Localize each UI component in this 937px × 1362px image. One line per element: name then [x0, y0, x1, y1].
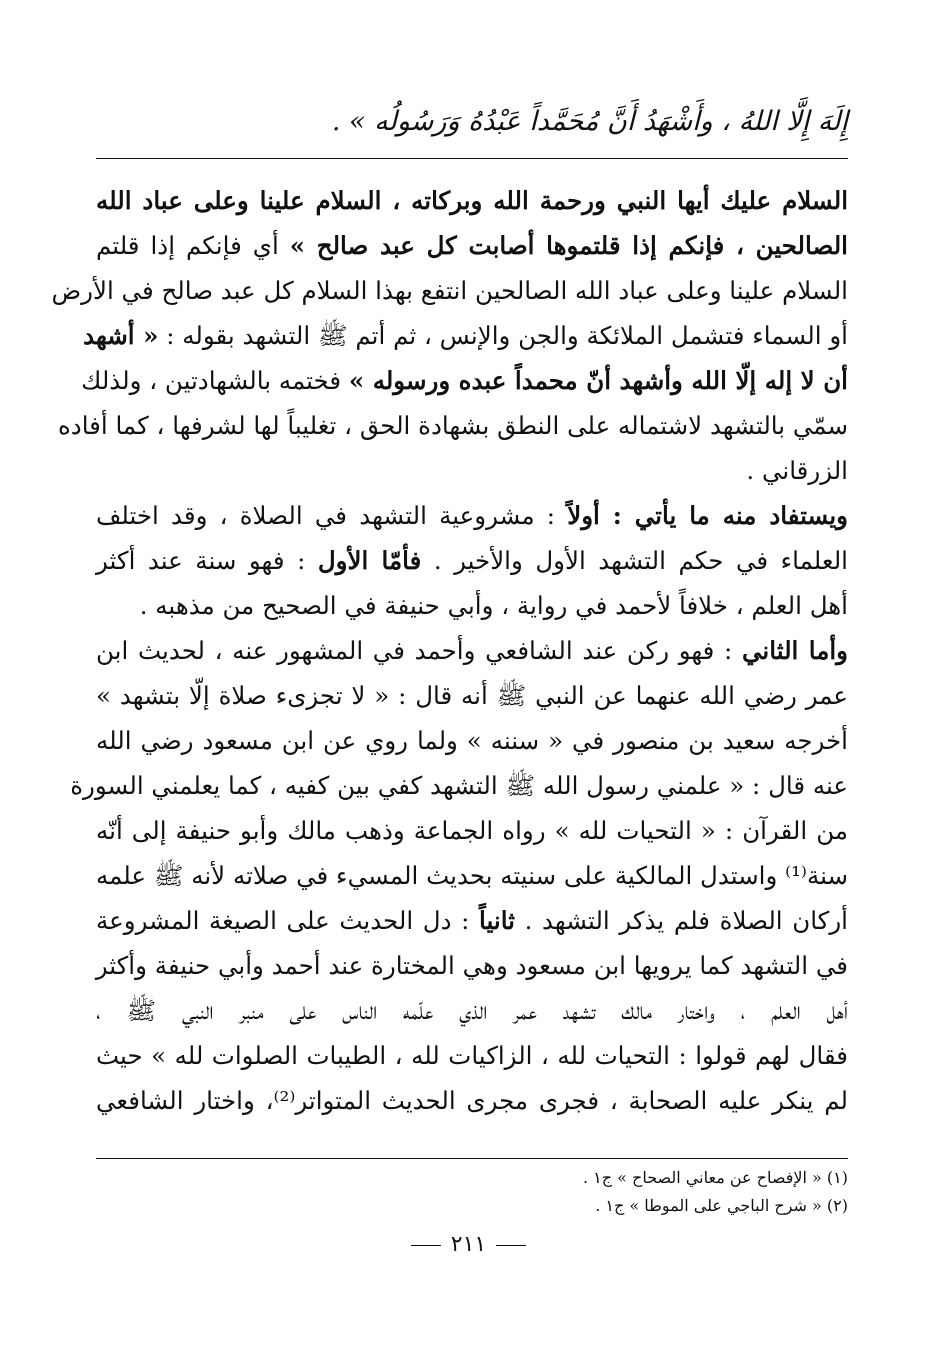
text-line: [70, 763, 848, 808]
plain-phrase: أخرجه سعيد بن منصور في « سننه » ولما روي عن ابن مسعود رضي الله: [96, 726, 848, 755]
plain-phrase: سنة⁽¹⁾ واستدل المالكية على سنيته بحديث المسيء في صلاته لأنه ﷺ علمه: [96, 861, 848, 890]
plain-phrase: : فهو ركن عند الشافعي وأحمد في المشهور عنه ، لحديث ابن: [96, 636, 742, 665]
bold-phrase: « أشهد: [83, 321, 159, 350]
plain-phrase: سمّي بالتشهد لاشتماله على النطق بشهادة الحق ، تغليباً لها لشرفها ، كما أفاده: [57, 411, 848, 440]
bold-phrase: ويستفاد منه ما يأتي : أولاً: [567, 501, 848, 530]
page-number-text: ٢١١: [450, 1232, 487, 1257]
text-line: [57, 403, 848, 448]
dash-left: [496, 1245, 526, 1246]
plain-phrase: : فهو سنة عند أكثر: [96, 546, 318, 575]
verse-line: إِلَهَ إِلَّا اللهُ ، وأَشْهَدُ أَنَّ مُحَمَّداً عَبْدُهُ وَرَسُولُه » .: [331, 106, 848, 137]
plain-phrase: العلماء في حكم التشهد الأول والأخير .: [421, 546, 848, 575]
text-line: [83, 313, 848, 358]
text-line: [96, 223, 848, 268]
dash-right: [411, 1245, 441, 1246]
text-line: [96, 673, 848, 718]
footnote-2: (٢) « شرح الباجي على الموطا » ج١ .: [595, 1196, 848, 1215]
plain-phrase: أركان الصلاة فلم يذكر التشهد .: [514, 906, 848, 935]
plain-phrase: أهل العلم ، واختار مالك تشهد عمر الذي علّمه الناس على منبر النبي ﷺ ،: [96, 996, 848, 1025]
plain-phrase: في التشهد كما يرويها ابن مسعود وهي المختارة عند أحمد وأبي حنيفة وأكثر: [95, 951, 848, 980]
text-line: [96, 178, 848, 223]
plain-phrase: فختمه بالشهادتين ، ولذلك: [81, 366, 349, 395]
text-line: [96, 448, 848, 493]
bold-phrase: أن لا إله إلّا الله وأشهد أنّ محمداً عبده ورسوله »: [348, 366, 848, 395]
text-line: [96, 1078, 848, 1123]
text-line: [96, 718, 848, 763]
plain-phrase: الزرقاني .: [746, 456, 848, 485]
plain-phrase: لم ينكر عليه الصحابة ، فجرى مجرى الحديث المتواتر⁽²⁾، واختار الشافعي: [96, 1086, 848, 1115]
text-line: [96, 853, 848, 898]
plain-phrase: من القرآن : « التحيات لله » رواه الجماعة وذهب مالك وأبو حنيفة إلى أنّه: [96, 816, 848, 845]
footnote-divider: [96, 1158, 848, 1159]
text-line: [81, 358, 848, 403]
plain-phrase: أهل العلم ، خلافاً لأحمد في رواية ، وأبي حنيفة في الصحيح من مذهبه .: [139, 591, 848, 620]
footnotes: [96, 1164, 848, 1220]
plain-phrase: : دل الحديث على الصيغة المشروعة: [96, 906, 480, 935]
plain-phrase: السلام علينا وعلى عباد الله الصالحين انتفع بهذا السلام كل عبد صالح في الأرض: [51, 276, 848, 305]
text-line: [96, 898, 848, 943]
text-line: [51, 268, 848, 313]
text-line: [96, 538, 848, 583]
bold-phrase: فأمّا الأول: [317, 546, 422, 575]
body-text: [51, 178, 848, 1123]
text-line: [96, 1033, 848, 1078]
plain-phrase: عمر رضي الله عنهما عن النبي ﷺ أنه قال : « لا تجزىء صلاة إلّا بتشهد »: [96, 681, 848, 710]
text-line: [96, 583, 848, 628]
plain-phrase: أي فإنكم إذا قلتم: [96, 231, 290, 260]
plain-phrase: فقال لهم قولوا : التحيات لله ، الزاكيات لله ، الطيبات الصلوات لله » حيث: [96, 1041, 848, 1070]
plain-phrase: أو السماء فتشمل الملائكة والجن والإنس ، ثم أتم ﷺ التشهد بقوله :: [158, 321, 848, 350]
bold-phrase: السلام عليك أيها النبي ورحمة الله وبركاته ، السلام علينا وعلى عباد الله: [96, 186, 848, 215]
plain-phrase: عنه قال : « علمني رسول الله ﷺ التشهد كفي بين كفيه ، كما يعلمني السورة: [70, 771, 848, 800]
bold-phrase: الصالحين ، فإنكم إذا قلتموها أصابت كل عبد صالح »: [289, 231, 848, 260]
bold-phrase: وأما الثاني: [741, 636, 848, 665]
text-line: [96, 808, 848, 853]
text-line: [96, 628, 848, 673]
text-line: [96, 943, 848, 988]
plain-phrase: : مشروعية التشهد في الصلاة ، وقد اختلف: [96, 501, 568, 530]
bold-phrase: ثانياً: [479, 906, 515, 935]
text-line: [96, 493, 848, 538]
footnote-1: (١) « الإفصاح عن معاني الصحاح » ج١ .: [582, 1168, 848, 1187]
text-line: [96, 988, 848, 1033]
header-divider: [96, 158, 848, 159]
page-number: [0, 1232, 937, 1257]
